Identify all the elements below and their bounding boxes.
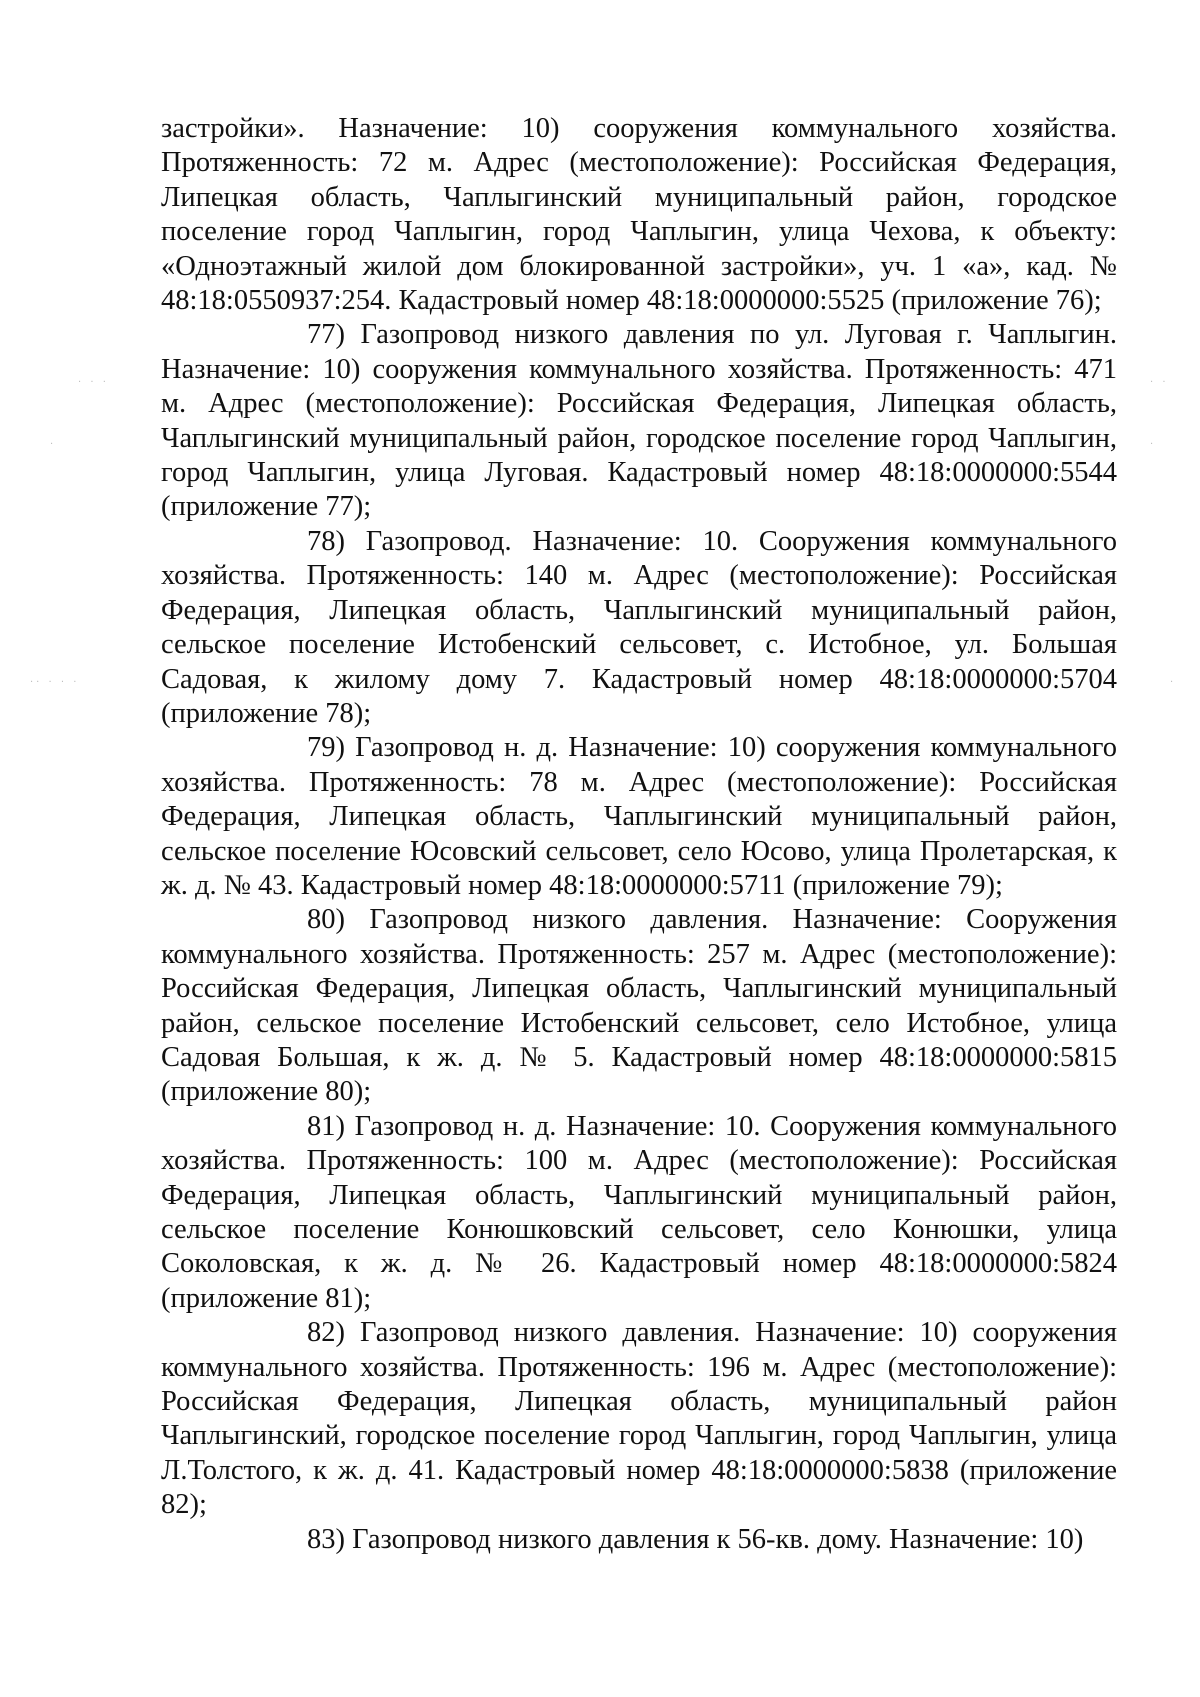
scan-speck: ·· · · · <box>30 677 80 688</box>
item-number: 79) <box>307 732 345 764</box>
paragraph-text: Газопровод н. д. Назначение: 10) сооружения коммунального хозяйства. Протяженность: 78 м. Адрес (местоположение): Российская Федерация, Липецкая область, Чаплыгинский муниципальный район, сельское поселение Юсовский сельсовет, село Юсово, улица Пролетарская, к ж. д. № 43. Кадастровый номер 48:18:0000000:5711 (приложение 79); <box>161 732 1117 901</box>
paragraph-continuation <box>161 112 1117 318</box>
list-item-78 <box>161 525 1117 731</box>
item-number: 82) <box>307 1317 345 1349</box>
paragraph-text: застройки». Назначение: 10) сооружения коммунального хозяйства. Протяженность: 72 м. Адрес (местоположение): Российская Федерация, Липецкая область, Чаплыгинский муниципальный район, городское поселение город Чаплыгин, город Чаплыгин, улица Чехова, к объекту: «Одноэтажный жилой дом блокированной застройки», уч. 1 «а», кад. № 48:18:0550937:254. Кадастровый номер 48:18:0000000:5525 (приложение 76); <box>161 113 1117 317</box>
document-body <box>161 112 1117 1557</box>
item-number: 83) <box>307 1523 345 1555</box>
paragraph-text: Газопровод. Назначение: 10. Сооружения коммунального хозяйства. Протяженность: 140 м. Адрес (местоположение): Российская Федерация, Липецкая область, Чаплыгинский муниципальный район, сельское поселение Истобенский сельсовет, с. Истобное, ул. Большая Садовая, к жилому дому 7. Кадастровый номер 48:18:0000000:5704 (приложение 78); <box>161 525 1118 729</box>
item-number: 78) <box>307 525 345 557</box>
item-number: 81) <box>307 1110 345 1142</box>
paragraph-text: Газопровод низкого давления к 56-кв. дому. Назначение: 10) <box>352 1523 1084 1555</box>
paragraph-text: Газопровод низкого давления. Назначение: 10) сооружения коммунального хозяйства. Протяженность: 196 м. Адрес (местоположение): Российская Федерация, Липецкая область, муниципальный район Чаплыгинский, городское поселение город Чаплыгин, город Чаплыгин, улица Л.Толстого, к ж. д. 41. Кадастровый номер 48:18:0000000:5838 (приложение 82); <box>161 1317 1117 1521</box>
list-item-82 <box>161 1316 1117 1522</box>
scan-speck: · · <box>1150 377 1169 388</box>
list-item-79 <box>161 731 1117 903</box>
list-item-83 <box>161 1523 1117 1557</box>
paragraph-text: Газопровод н. д. Назначение: 10. Сооружения коммунального хозяйства. Протяженность: 100 м. Адрес (местоположение): Российская Федерация, Липецкая область, Чаплыгинский муниципальный район, сельское поселение Конюшковский сельсовет, село Конюшки, улица Соколовская, к ж. д. № 26. Кадастровый номер 48:18:0000000:5824 (приложение 81); <box>161 1110 1118 1314</box>
scan-speck: · <box>1170 677 1177 688</box>
paragraph-text: Газопровод низкого давления по ул. Луговая г. Чаплыгин. Назначение: 10) сооружения коммунального хозяйства. Протяженность: 471 м. Адрес (местоположение): Российская Федерация, Липецкая область, Чаплыгинский муниципальный район, городское поселение город Чаплыгин, город Чаплыгин, улица Луговая. Кадастровый номер 48:18:0000000:5544 (приложение 77); <box>161 319 1118 523</box>
scan-speck: · · · <box>78 377 109 388</box>
item-number: 80) <box>307 904 345 936</box>
list-item-77 <box>161 318 1117 524</box>
list-item-81 <box>161 1110 1117 1316</box>
list-item-80 <box>161 903 1117 1109</box>
paragraph-text: Газопровод низкого давления. Назначение: Сооружения коммунального хозяйства. Протяженность: 257 м. Адрес (местоположение): Российская Федерация, Липецкая область, Чаплыгинский муниципальный район, сельское поселение Истобенский сельсовет, село Истобное, улица Садовая Большая, к ж. д. № 5. Кадастровый номер 48:18:0000000:5815 (приложение 80); <box>161 904 1118 1108</box>
item-number: 77) <box>307 319 345 351</box>
scan-speck: · <box>1150 439 1157 450</box>
scan-speck: · <box>50 439 57 450</box>
